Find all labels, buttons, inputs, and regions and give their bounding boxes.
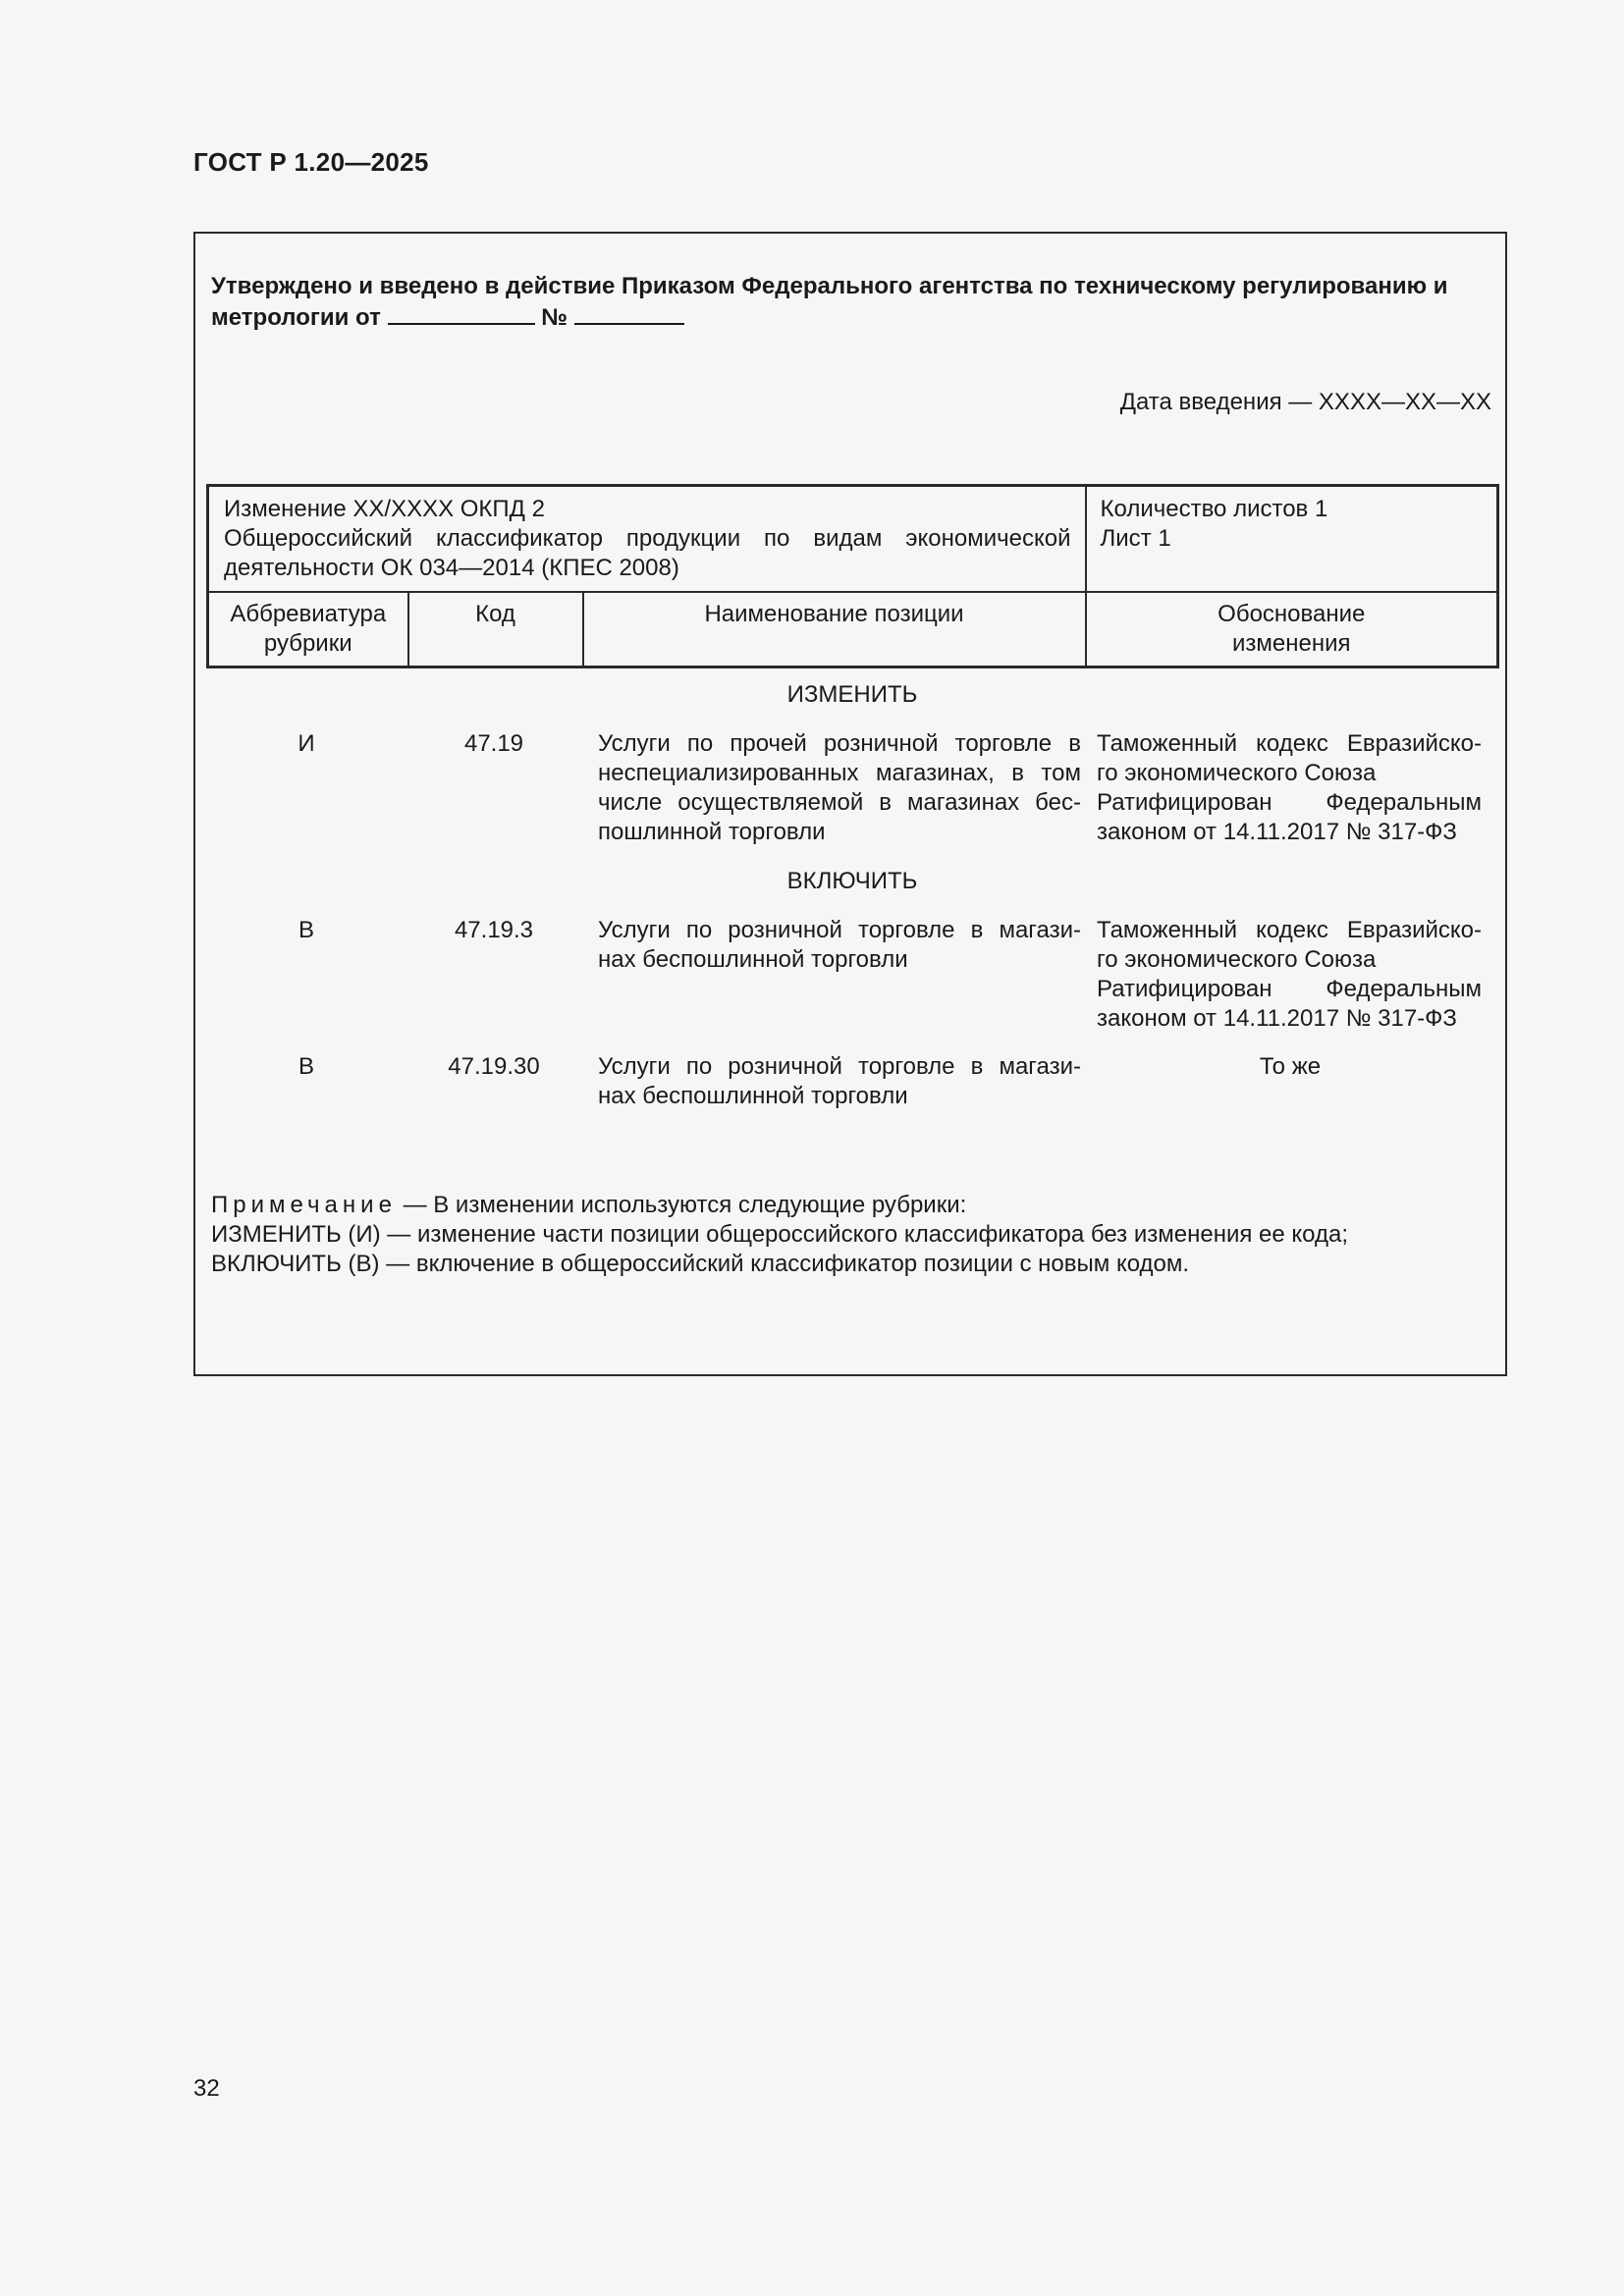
row-position-name: [598, 1052, 1081, 1111]
column-header-abbreviation: [208, 592, 408, 667]
change-title-cell: [208, 486, 1086, 593]
note-block: [211, 1191, 1497, 1279]
sheet-number: Лист 1: [1100, 525, 1171, 552]
row-code: 47.19.30: [448, 1053, 540, 1080]
column-header-name: Наименование позиции: [583, 592, 1086, 667]
basis-line: То же: [1259, 1053, 1322, 1080]
approval-date-prefix: метрологии от: [211, 304, 381, 331]
note-intro: — В изменении используются следующие рубрики:: [396, 1192, 967, 1218]
row-position-name: [598, 729, 1081, 847]
column-header-code: Код: [408, 592, 583, 667]
row-change-basis: [1097, 729, 1482, 847]
section-label-include: ВКЛЮЧИТЬ: [786, 868, 918, 894]
column-header-basis-line-2: изменения: [1232, 630, 1351, 657]
classifier-name-line-1: Общероссийский классификатор продукции по видам экономической: [224, 525, 1071, 552]
row-code: 47.19.3: [454, 917, 534, 943]
note-change-definition: ИЗМЕНИТЬ (И) — изменение части позиции общероссийского классификатора без изменения ее кода;: [211, 1221, 1349, 1248]
column-header-row: [208, 592, 1498, 667]
order-number-sign: №: [541, 304, 568, 331]
position-name-line: неспециализированных магазинах, в том: [598, 760, 1081, 786]
sheets-count: Количество листов 1: [1100, 496, 1328, 522]
basis-line: Ратифицирован Федеральным: [1097, 976, 1482, 1002]
position-name-line: Услуги по розничной торговле в магази-: [598, 917, 1081, 943]
position-name-line: нах беспошлинной торговли: [598, 946, 908, 973]
order-number-blank: [574, 301, 684, 325]
approval-line-2: [211, 301, 1497, 333]
row-abbreviation: В: [298, 917, 314, 943]
change-number: Изменение ХХ/ХХХХ ОКПД 2: [224, 496, 545, 522]
position-name-line: пошлинной торговли: [598, 819, 826, 845]
basis-line: законом от 14.11.2017 № 317-ФЗ: [1097, 819, 1457, 845]
row-abbreviation: В: [298, 1053, 314, 1080]
row-position-name: [598, 916, 1081, 975]
note-include-definition: ВКЛЮЧИТЬ (В) — включение в общероссийский классификатор позиции с новым кодом.: [211, 1251, 1190, 1277]
column-header-basis: [1086, 592, 1498, 667]
basis-line: Таможенный кодекс Евразийско-: [1097, 730, 1482, 757]
position-name-line: нах беспошлинной торговли: [598, 1083, 908, 1109]
order-date-blank: [388, 301, 535, 325]
change-form-frame: [193, 232, 1507, 1376]
column-header-abbreviation-line-1: Аббревиатура: [230, 601, 387, 627]
basis-line: законом от 14.11.2017 № 317-ФЗ: [1097, 1005, 1457, 1032]
approval-line-1: Утверждено и введено в действие Приказом Федерального агентства по техническому регулированию и: [211, 273, 1448, 299]
sheets-cell: [1086, 486, 1498, 593]
row-change-basis: [1097, 916, 1482, 1034]
section-label-change: ИЗМЕНИТЬ: [786, 681, 918, 708]
introduction-date: Дата введения — ХХХХ—ХХ—ХХ: [1119, 389, 1491, 415]
basis-line: Ратифицирован Федеральным: [1097, 789, 1482, 816]
basis-line: го экономического Союза: [1097, 760, 1377, 786]
column-header-basis-line-1: Обоснование: [1218, 601, 1366, 627]
note-label: Примечание: [211, 1192, 397, 1218]
header-info-row: [208, 486, 1498, 593]
basis-line: го экономического Союза: [1097, 946, 1377, 973]
row-abbreviation: И: [298, 730, 315, 757]
row-change-basis: [1084, 1052, 1496, 1082]
document-code: ГОСТ Р 1.20—2025: [193, 147, 429, 177]
position-name-line: числе осуществляемой в магазинах бес-: [598, 789, 1081, 816]
note-intro-line: [211, 1191, 1497, 1220]
position-name-line: Услуги по прочей розничной торговле в: [598, 730, 1081, 757]
classifier-name-line-2: деятельности ОК 034—2014 (КПЕС 2008): [224, 555, 679, 581]
change-header-table: [206, 484, 1499, 668]
position-name-line: Услуги по розничной торговле в магази-: [598, 1053, 1081, 1080]
approval-statement: [211, 271, 1497, 333]
row-code: 47.19: [463, 730, 524, 757]
basis-line: Таможенный кодекс Евразийско-: [1097, 917, 1482, 943]
page-number: 32: [193, 2075, 220, 2102]
column-header-abbreviation-line-2: рубрики: [263, 630, 352, 657]
